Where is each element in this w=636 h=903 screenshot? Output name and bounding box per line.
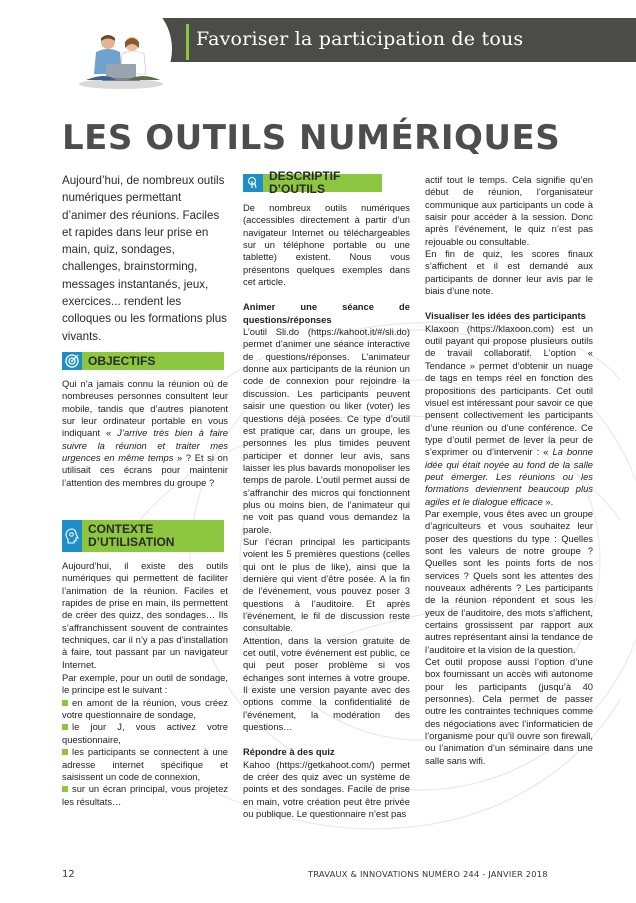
- descriptif-heading-label: DESCRIPTIF D’OUTILS: [263, 174, 382, 192]
- kahoot-paragraph-1-cont: actif tout le temps. Cela signifie qu’en début de réunion, l’organisateur communique aux participants un code à saisir pour accéder à la session. Donc après l’événement, le quiz n’est pas rejouable ou consultable.: [425, 174, 593, 247]
- subheading-questions: Animer une séance de questions/réponses: [243, 301, 410, 325]
- klaxoon-text-a: Klaxoon (https://klaxoon.com) est un outil payant qui propose plusieurs outils de travail collaboratif. L’option « Tendance » permet d’obtenir un nuage de tags en temps réel en fonction des propositions des participants. Cet outil visuel est intéressant pour savoir ce que pensent collectivement les participants d’une réunion ou d’une conférence. Ce type d’outil permet de lever la peur de s’exprimer ou d’intervenir : «: [425, 322, 593, 458]
- klaxoon-quote: La bonne idée qui était noyée au fond de la salle peut émerger. Les réunions ou les formations deviennent beaucoup plus agiles et le dialogue efficace: [425, 446, 593, 507]
- klaxoon-paragraph-1: [425, 323, 593, 508]
- klaxoon-paragraph-3: Cet outil propose aussi l’option d’une box fournissant un accès wifi autonome pour les participants (jusqu’à 40 personnes). Cela permet de passer outre les contraintes techniques comme des négociations avec l’informaticien de l’organisme pour qu’il ouvre son firewall, ou l’animation d’un séminaire dans une salle sans wifi.: [425, 656, 593, 766]
- objectifs-heading-label: OBJECTIFS: [82, 352, 224, 370]
- objectifs-text-b: » ? Et si on utilisait ces écrans pour maintenir l’attention des membres du groupe ?: [62, 452, 228, 488]
- objectifs-text: [62, 378, 228, 489]
- contexte-heading-label: [82, 520, 224, 552]
- people-with-laptop-photo: [76, 30, 166, 90]
- page-number: 12: [62, 869, 75, 880]
- contexte-heading: [62, 520, 224, 552]
- klaxoon-paragraph-2: Par exemple, vous êtes avec un groupe d’agriculteurs et vous souhaitez leur poser des questions du type : Quelles sont les valeurs de notre groupe ? Quelles sont les points forts de nos services ? Quels sont les attentes des nouveaux adhérents ? Les participants de la réunion répondent et sous les yeux de l’auditoire, des mots s’affichent, certains grossissent par rapport aux autres représentant ainsi la tendance de l’auditoire et la vision de la question.: [425, 507, 593, 655]
- contexte-text: [62, 560, 228, 808]
- subheading-ideas: Visualiser les idées des participants: [425, 310, 586, 322]
- intro-paragraph: Aujourd’hui, de nombreux outils numériques permettant d’animer des réunions. Faciles et rapides dans leur prise en main, quiz, sondages, challenges, brainstorming, messages instantanés, jeux, exercices... rendent les colloques ou les formations plus vivants.: [62, 174, 227, 343]
- page-title: LES OUTILS NUMÉRIQUES: [62, 118, 561, 158]
- banner-accent-bar: [186, 24, 189, 60]
- slido-paragraph-2: Sur l’écran principal les participants voient les 5 premières questions (celles qui ont le plus de like), ainsi que la dernière qui vient d’être posée. A la fin de l’événement, vous pouvez poser 3 questions à l’auditoire. Et après l’événement, le fil de discussion reste consultable.: [243, 535, 410, 634]
- contexte-bullet: [62, 746, 228, 783]
- head-gears-icon: [62, 520, 82, 552]
- descriptif-column-1: [243, 202, 410, 821]
- target-icon: [62, 352, 82, 370]
- contexte-bullet-text: sur un écran principal, vous projetez les résultats…: [62, 783, 228, 807]
- bullet-square: [62, 700, 68, 706]
- bullet-square: [62, 786, 68, 792]
- objectifs-heading: [62, 352, 224, 370]
- bullet-square: [62, 749, 68, 755]
- klaxoon-text-b: ».: [542, 495, 554, 507]
- slido-paragraph-1: L’outil Sli.do (https://kahoot.it/#/sli.do) permet d’animer une séance interactive de questions/réponses. L’animateur donne aux participants de la réunion un code de connexion pour rejoindre la discussion. Les participants peuvent saisir une question ou liker (voter) les questions déjà posées. Ce type d’outil est pratique car, dans un groupe, les personnes les plus timides peuvent participer et donner leur avis, sans laisser les plus bavards monopoliser les temps de parole. L’outil permet aussi de s’affranchir des micros qui fonctionnent plus ou moins bien, de l’animateur qui ne voit pas quand vous demandez la parole.: [243, 326, 410, 535]
- kahoot-paragraph-2: En fin de quiz, les scores finaux s’affichent et il est demandé aux participants de donner leur avis par le biais d’une note.: [425, 248, 593, 297]
- contexte-bullet-text: en amont de la réunion, vous créez votre questionnaire de sondage,: [62, 696, 228, 721]
- kahoot-paragraph-1: Kahoo (https://getkahoot.com/) permet de créer des quiz avec un système de points et des sondages. Facile de prise en main, votre création peut être privée ou publique. Le questionnaire n’est pas: [243, 758, 410, 820]
- subheading-quiz: Répondre à des quiz: [243, 746, 335, 758]
- publication-footer: TRAVAUX & INNOVATIONS NUMÉRO 244 - JANVIER 2018: [308, 869, 548, 879]
- objectifs-paragraph: [62, 378, 228, 489]
- contexte-paragraph-2: Par exemple, pour un outil de sondage, le principe est le suivant :: [62, 672, 228, 696]
- objectifs-quote: J’arrive très bien à faire suivre la réunion et traiter mes urgences en même temps: [62, 427, 228, 464]
- contexte-bullet: [62, 697, 228, 722]
- descriptif-heading: [243, 169, 382, 196]
- section-label: Favoriser la participation de tous: [196, 28, 524, 50]
- contexte-bullet-text: le jour J, vous activez votre questionnaire,: [62, 721, 228, 745]
- contexte-heading-line1: CONTEXTE: [88, 522, 154, 536]
- contexte-bullet-text: les participants se connectent à une adresse internet spécifique et saisissent un code de connexion,: [62, 746, 228, 782]
- contexte-bullet: [62, 721, 228, 746]
- contexte-paragraph-1: Aujourd’hui, il existe des outils numériques qui permettent de faciliter l’animation de la réunion. Faciles et rapides de prise en main, ils permettent de créer des quizz, des sondages… Ils s’affranchissent souvent de contraintes techniques, car il n’y a pas d’installation à faire, tout passant par un navigateur Internet.: [62, 560, 228, 670]
- descriptif-intro: De nombreux outils numériques (accessibles directement à partir d’un navigateur Internet ou téléchargeables sur un téléphone portable ou une tablette) existent. Nous vous présentons quelques exemples dans cet article.: [243, 202, 410, 288]
- objectifs-text-a: Qui n’a jamais connu la réunion où de nombreuses personnes consultent leur mobile, tandis que d’autres pianotent sur leur ordinateur portable en vous indiquant «: [62, 378, 228, 439]
- slido-paragraph-3: Attention, dans la version gratuite de cet outil, votre événement est public, ce qui peut poser problème si vos échanges sont internes à votre groupe. Il existe une version payante avec des options comme la confidentialité de l’événement, la modération des questions…: [243, 634, 410, 733]
- contexte-bullet: [62, 783, 228, 808]
- bullet-square: [62, 724, 68, 730]
- touch-icon: [243, 174, 263, 192]
- contexte-heading-line2: D’UTILISATION: [88, 535, 175, 549]
- descriptif-column-2: [425, 174, 593, 767]
